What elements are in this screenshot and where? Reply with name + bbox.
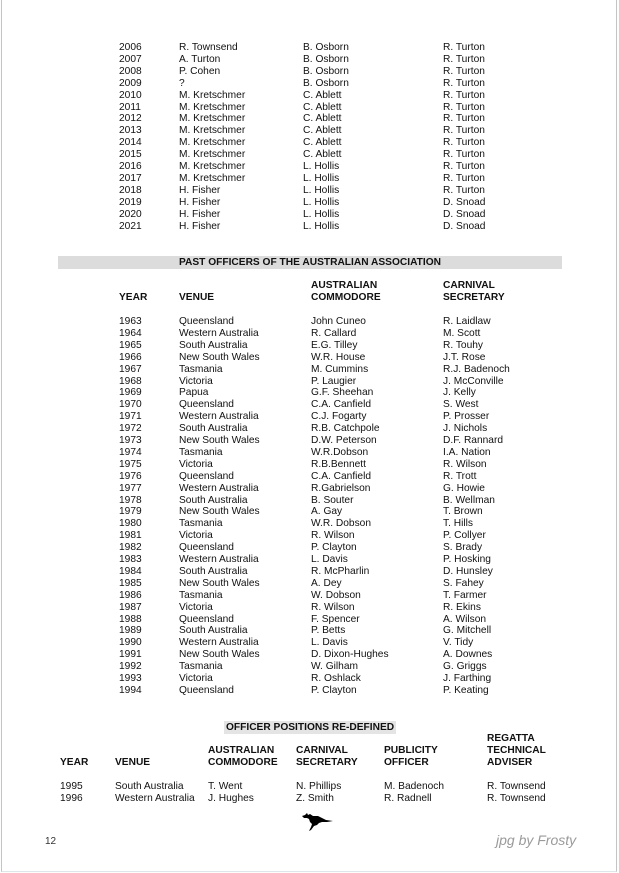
header-secretary-line1: CARNIVAL <box>443 280 495 291</box>
past-officers-row-cell: S. Brady <box>443 542 483 554</box>
top-table-row-cell: R. Turton <box>443 125 485 137</box>
past-officers-row-cell: R.B.Bennett <box>311 458 366 470</box>
past-officers-row-cell: A. Dey <box>311 577 342 589</box>
top-table-row-cell: R. Turton <box>443 42 485 53</box>
past-officers-row-cell: South Australia <box>179 494 248 506</box>
top-table-row-cell: B. Osborn <box>303 77 349 89</box>
top-table-row-cell: R. Turton <box>443 172 485 184</box>
past-officers-row-cell: 1981 <box>119 530 142 542</box>
top-table-row-cell: R. Townsend <box>179 42 238 53</box>
past-officers-row-cell: New South Wales <box>179 506 260 518</box>
top-table-row-cell: 2016 <box>119 161 142 172</box>
top-table-row-cell: 2017 <box>119 172 142 184</box>
past-officers-row-cell: New South Wales <box>179 649 260 661</box>
redefined-title: OFFICER POSITIONS RE-DEFINED <box>226 722 395 733</box>
past-officers-row-cell: 1972 <box>119 423 142 435</box>
redefined-row-cell: Z. Smith <box>296 793 334 804</box>
header-venue: VENUE <box>179 292 215 303</box>
top-table-row-cell: 2010 <box>119 89 142 101</box>
redefined-row-cell: Western Australia <box>115 793 195 804</box>
top-table-row-cell: R. Turton <box>443 184 485 196</box>
past-officers-row-cell: G. Griggs <box>443 661 487 673</box>
top-table-row-cell: A. Turton <box>179 53 221 65</box>
past-officers-row-cell: Queensland <box>179 399 234 411</box>
past-officers-row-cell: P. Prosser <box>443 411 490 423</box>
past-officers-row-cell: R. Laidlaw <box>443 316 491 327</box>
redefined-row-cell: N. Phillips <box>296 781 342 792</box>
top-table-row-cell: L. Hollis <box>303 161 340 172</box>
past-officers-row-cell: 1982 <box>119 542 142 554</box>
past-officers-row-cell: John Cuneo <box>311 316 366 327</box>
past-officers-row-cell: W.R. House <box>311 351 366 363</box>
past-officers-row-cell: New South Wales <box>179 435 260 446</box>
redef-header-publicity-line2: OFFICER <box>384 757 429 768</box>
past-officers-row-cell: W.R.Dobson <box>311 446 369 458</box>
top-table-row-cell: D. Snoad <box>443 196 486 208</box>
past-officers-row-cell: C.A. Canfield <box>311 399 372 411</box>
top-table-row-cell: 2019 <box>119 196 142 208</box>
redef-header-venue: VENUE <box>115 757 151 768</box>
past-officers-row-cell: South Australia <box>179 339 248 351</box>
past-officers-row-cell: T. Farmer <box>443 589 487 601</box>
top-table-row-cell: D. Snoad <box>443 220 486 232</box>
past-officers-row-cell: Western Australia <box>179 327 259 339</box>
top-table-row-cell: R. Turton <box>443 101 485 113</box>
top-table-row-cell: M. Kretschmer <box>179 89 246 101</box>
past-officers-row-cell: 1993 <box>119 673 142 684</box>
top-table-row-cell: 2007 <box>119 53 142 65</box>
past-officers-row-cell: Queensland <box>179 542 234 554</box>
top-table-row-cell: H. Fisher <box>179 220 221 232</box>
past-officers-row-cell: 1994 <box>119 684 142 696</box>
redefined-row-cell: South Australia <box>115 781 184 792</box>
top-table-row-cell: C. Ablett <box>303 113 342 125</box>
past-officers-row-cell: Tasmania <box>179 363 223 375</box>
top-table-row-cell: M. Kretschmer <box>179 125 246 137</box>
past-officers-row-cell: R. Wilson <box>443 458 487 470</box>
past-officers-row-cell: Western Australia <box>179 637 259 649</box>
past-officers-row-cell: J. McConville <box>443 375 504 387</box>
header-commodore-line2: COMMODORE <box>311 292 381 303</box>
past-officers-row-cell: R.B. Catchpole <box>311 423 380 435</box>
top-table-row-cell: 2013 <box>119 125 142 137</box>
past-officers-row-cell: R. Touhy <box>443 339 484 351</box>
past-officers-row-cell: P. Clayton <box>311 684 357 696</box>
redef-header-secretary-line1: CARNIVAL <box>296 745 348 756</box>
past-officers-row-cell: 1992 <box>119 661 142 673</box>
past-officers-row-cell: Queensland <box>179 613 234 625</box>
top-table-row-cell: L. Hollis <box>303 184 340 196</box>
past-officers-row-cell: 1970 <box>119 399 142 411</box>
past-officers-row-cell: 1975 <box>119 458 142 470</box>
top-table-row-cell: L. Hollis <box>303 208 340 220</box>
past-officers-row-cell: 1965 <box>119 339 142 351</box>
past-officers-row-cell: P. Keating <box>443 684 489 696</box>
redef-header-commodore-line1: AUSTRALIAN <box>208 745 275 756</box>
top-table-row-cell: 2009 <box>119 77 142 89</box>
top-table-row-cell: 2014 <box>119 137 142 149</box>
top-table-row-cell: C. Ablett <box>303 101 342 113</box>
past-officers-row-cell: B. Wellman <box>443 494 495 506</box>
past-officers-row-cell: 1985 <box>119 577 142 589</box>
redef-header-commodore-line2: COMMODORE <box>208 757 278 768</box>
past-officers-row-cell: R. Wilson <box>311 601 355 613</box>
past-officers-title: PAST OFFICERS OF THE AUSTRALIAN ASSOCIATION <box>178 257 442 268</box>
redef-header-adviser-line1: REGATTA <box>487 733 535 744</box>
top-table-row-cell: D. Snoad <box>443 208 486 220</box>
past-officers-row-cell: R. Ekins <box>443 601 481 613</box>
past-officers-row-cell: Victoria <box>179 673 213 684</box>
kangaroo-icon <box>300 810 334 832</box>
past-officers-row-cell: B. Souter <box>311 494 354 506</box>
document-page <box>1 0 617 872</box>
past-officers-row-cell: 1991 <box>119 649 142 661</box>
past-officers-row-cell: 1966 <box>119 351 142 363</box>
past-officers-row-cell: W.R. Dobson <box>311 518 372 530</box>
past-officers-row-cell: Western Australia <box>179 554 259 565</box>
past-officers-row-cell: R.Gabrielson <box>311 482 371 494</box>
past-officers-row-cell: Tasmania <box>179 446 223 458</box>
top-table-row-cell: 2012 <box>119 113 142 125</box>
past-officers-row-cell: S. Fahey <box>443 577 484 589</box>
past-officers-row-cell: 1968 <box>119 375 142 387</box>
past-officers-row-cell: New South Wales <box>179 577 260 589</box>
top-table-row-cell: 2008 <box>119 65 142 77</box>
past-officers-row-cell: P. Collyer <box>443 530 486 542</box>
past-officers-row-cell: J. Nichols <box>443 423 488 435</box>
past-officers-row-cell: W. Dobson <box>311 589 361 601</box>
top-table-row-cell: R. Turton <box>443 65 485 77</box>
past-officers-row-cell: 1974 <box>119 446 142 458</box>
past-officers-row-cell: R. Trott <box>443 470 477 482</box>
past-officers-row-cell: D.F. Rannard <box>443 435 504 446</box>
past-officers-row-cell: F. Spencer <box>311 613 360 625</box>
past-officers-row-cell: 1979 <box>119 506 142 518</box>
past-officers-row-cell: 1971 <box>119 411 142 423</box>
past-officers-row-cell: 1989 <box>119 625 142 637</box>
past-officers-row-cell: Queensland <box>179 470 234 482</box>
past-officers-row-cell: P. Laugier <box>311 375 357 387</box>
past-officers-row-cell: R. McPharlin <box>311 565 370 577</box>
top-table-row-cell: R. Turton <box>443 149 485 161</box>
top-table-row-cell: 2018 <box>119 184 142 196</box>
past-officers-row-cell: 1977 <box>119 482 142 494</box>
past-officers-row-cell: V. Tidy <box>443 637 474 649</box>
past-officers-row-cell: South Australia <box>179 565 248 577</box>
past-officers-row-cell: D. Hunsley <box>443 565 493 577</box>
top-table-row-cell: ? <box>179 77 185 89</box>
top-table-row-cell: 2015 <box>119 149 142 161</box>
past-officers-title-band <box>58 256 562 269</box>
top-table-row-cell: R. Turton <box>443 113 485 125</box>
redef-header-publicity-line1: PUBLICITY <box>384 745 438 756</box>
top-table-row-cell: L. Hollis <box>303 172 340 184</box>
past-officers-row-cell: C.J. Fogarty <box>311 411 367 423</box>
credit-watermark: jpg by Frosty <box>496 832 577 848</box>
top-table-row-cell: C. Ablett <box>303 89 342 101</box>
top-table-row-cell: R. Turton <box>443 53 485 65</box>
header-year: YEAR <box>119 292 148 303</box>
redefined-row-cell: J. Hughes <box>208 793 254 804</box>
top-table-row-cell: M. Kretschmer <box>179 172 246 184</box>
past-officers-row-cell: Victoria <box>179 601 213 613</box>
past-officers-row-cell: South Australia <box>179 625 248 637</box>
redef-header-year: YEAR <box>60 757 89 768</box>
redef-header-secretary-line2: SECRETARY <box>296 757 358 768</box>
redef-header-adviser-line3: ADVISER <box>487 757 533 768</box>
past-officers-row-cell: A. Wilson <box>443 613 487 625</box>
past-officers-row-cell: 1984 <box>119 565 142 577</box>
past-officers-row-cell: T. Hills <box>443 518 473 530</box>
past-officers-row-cell: E.G. Tilley <box>311 339 358 351</box>
past-officers-row-cell: P. Clayton <box>311 542 357 554</box>
top-table-row-cell: P. Cohen <box>179 65 221 77</box>
past-officers-row-cell: R. Oshlack <box>311 673 361 684</box>
past-officers-row-cell: South Australia <box>179 423 248 435</box>
top-table-row-cell: M. Kretschmer <box>179 113 246 125</box>
past-officers-row-cell: M. Scott <box>443 327 481 339</box>
past-officers-row-cell: R.J. Badenoch <box>443 363 510 375</box>
past-officers-row-cell: D.W. Peterson <box>311 435 377 446</box>
past-officers-row-cell: R. Callard <box>311 327 357 339</box>
top-table-row-cell: R. Turton <box>443 137 485 149</box>
top-table-row-cell: H. Fisher <box>179 208 221 220</box>
top-table-row-cell: 2020 <box>119 208 142 220</box>
past-officers-row-cell: New South Wales <box>179 351 260 363</box>
past-officers-row-cell: 1963 <box>119 316 142 327</box>
past-officers-row-cell: Tasmania <box>179 661 223 673</box>
past-officers-row-cell: W. Gilham <box>311 661 358 673</box>
top-table-row-cell: R. Turton <box>443 89 485 101</box>
past-officers-row-cell: 1978 <box>119 494 142 506</box>
redefined-row-cell: M. Badenoch <box>384 781 445 792</box>
past-officers-row-cell: P. Betts <box>311 625 346 637</box>
redef-header-adviser-line2: TECHNICAL <box>487 745 546 756</box>
past-officers-row-cell: 1964 <box>119 327 142 339</box>
past-officers-row-cell: J.T. Rose <box>443 351 486 363</box>
past-officers-row-cell: 1967 <box>119 363 142 375</box>
past-officers-row-cell: Queensland <box>179 316 234 327</box>
top-table-row-cell: L. Hollis <box>303 220 340 232</box>
past-officers-row-cell: R. Wilson <box>311 530 355 542</box>
past-officers-row-cell: 1990 <box>119 637 142 649</box>
redefined-row-cell: R. Radnell <box>384 793 432 804</box>
top-table-row-cell: M. Kretschmer <box>179 149 246 161</box>
top-table-row-cell: C. Ablett <box>303 137 342 149</box>
redefined-row-cell: R. Townsend <box>487 793 546 804</box>
top-table-row-cell: 2006 <box>119 42 142 53</box>
past-officers-row-cell: 1980 <box>119 518 142 530</box>
past-officers-row-cell: S. West <box>443 399 479 411</box>
past-officers-row-cell: C.A. Canfield <box>311 470 372 482</box>
top-table-row-cell: H. Fisher <box>179 184 221 196</box>
past-officers-row-cell: J. Farthing <box>443 673 492 684</box>
top-table-row-cell: B. Osborn <box>303 42 349 53</box>
header-secretary-line2: SECRETARY <box>443 292 505 303</box>
past-officers-row-cell: Western Australia <box>179 482 259 494</box>
past-officers-row-cell: 1976 <box>119 470 142 482</box>
past-officers-row-cell: I.A. Nation <box>443 446 491 458</box>
redefined-row-cell: 1995 <box>60 781 83 792</box>
top-table-row-cell: M. Kretschmer <box>179 161 246 172</box>
top-table-row-cell: 2011 <box>119 101 141 113</box>
top-table-row-cell: B. Osborn <box>303 65 349 77</box>
past-officers-row-cell: Victoria <box>179 375 213 387</box>
top-table-row-cell: H. Fisher <box>179 196 221 208</box>
past-officers-row-cell: M. Cummins <box>311 363 369 375</box>
past-officers-row-cell: T. Brown <box>443 506 483 518</box>
past-officers-row-cell: P. Hosking <box>443 554 491 565</box>
past-officers-row-cell: A. Gay <box>311 506 343 518</box>
past-officers-row-cell: D. Dixon-Hughes <box>311 649 389 661</box>
top-table-row-cell: B. Osborn <box>303 53 349 65</box>
top-table-row-cell: R. Turton <box>443 77 485 89</box>
past-officers-row-cell: 1987 <box>119 601 142 613</box>
page-number: 12 <box>45 836 57 847</box>
top-table-row-cell: M. Kretschmer <box>179 101 246 113</box>
past-officers-row-cell: Victoria <box>179 458 213 470</box>
past-officers-row-cell: L. Davis <box>311 637 348 649</box>
past-officers-row-cell: 1969 <box>119 387 142 399</box>
past-officers-row-cell: J. Kelly <box>443 387 476 399</box>
past-officers-row-cell: G.F. Sheehan <box>311 387 374 399</box>
past-officers-row-cell: G. Howie <box>443 482 485 494</box>
past-officers-row-cell: L. Davis <box>311 554 348 565</box>
redefined-row-cell: 1996 <box>60 793 83 804</box>
past-officers-row-cell: Papua <box>179 387 209 399</box>
past-officers-row-cell: Victoria <box>179 530 213 542</box>
past-officers-row-cell: Tasmania <box>179 518 223 530</box>
top-table-row-cell: R. Turton <box>443 161 485 172</box>
header-commodore-line1: AUSTRALIAN <box>311 280 378 291</box>
past-officers-row-cell: 1973 <box>119 435 142 446</box>
top-table-row-cell: 2021 <box>119 220 142 232</box>
top-table-row-cell: M. Kretschmer <box>179 137 246 149</box>
top-table-row-cell: C. Ablett <box>303 125 342 137</box>
past-officers-row-cell: Queensland <box>179 684 234 696</box>
past-officers-row-cell: Western Australia <box>179 411 259 423</box>
past-officers-row-cell: 1983 <box>119 554 142 565</box>
past-officers-row-cell: G. Mitchell <box>443 625 492 637</box>
redefined-row-cell: R. Townsend <box>487 781 546 792</box>
past-officers-row-cell: Tasmania <box>179 589 223 601</box>
past-officers-row-cell: 1988 <box>119 613 142 625</box>
redefined-row-cell: T. Went <box>208 781 243 792</box>
past-officers-row-cell: 1986 <box>119 589 142 601</box>
top-table-row-cell: L. Hollis <box>303 196 340 208</box>
top-table-row-cell: C. Ablett <box>303 149 342 161</box>
past-officers-row-cell: A. Downes <box>443 649 493 661</box>
